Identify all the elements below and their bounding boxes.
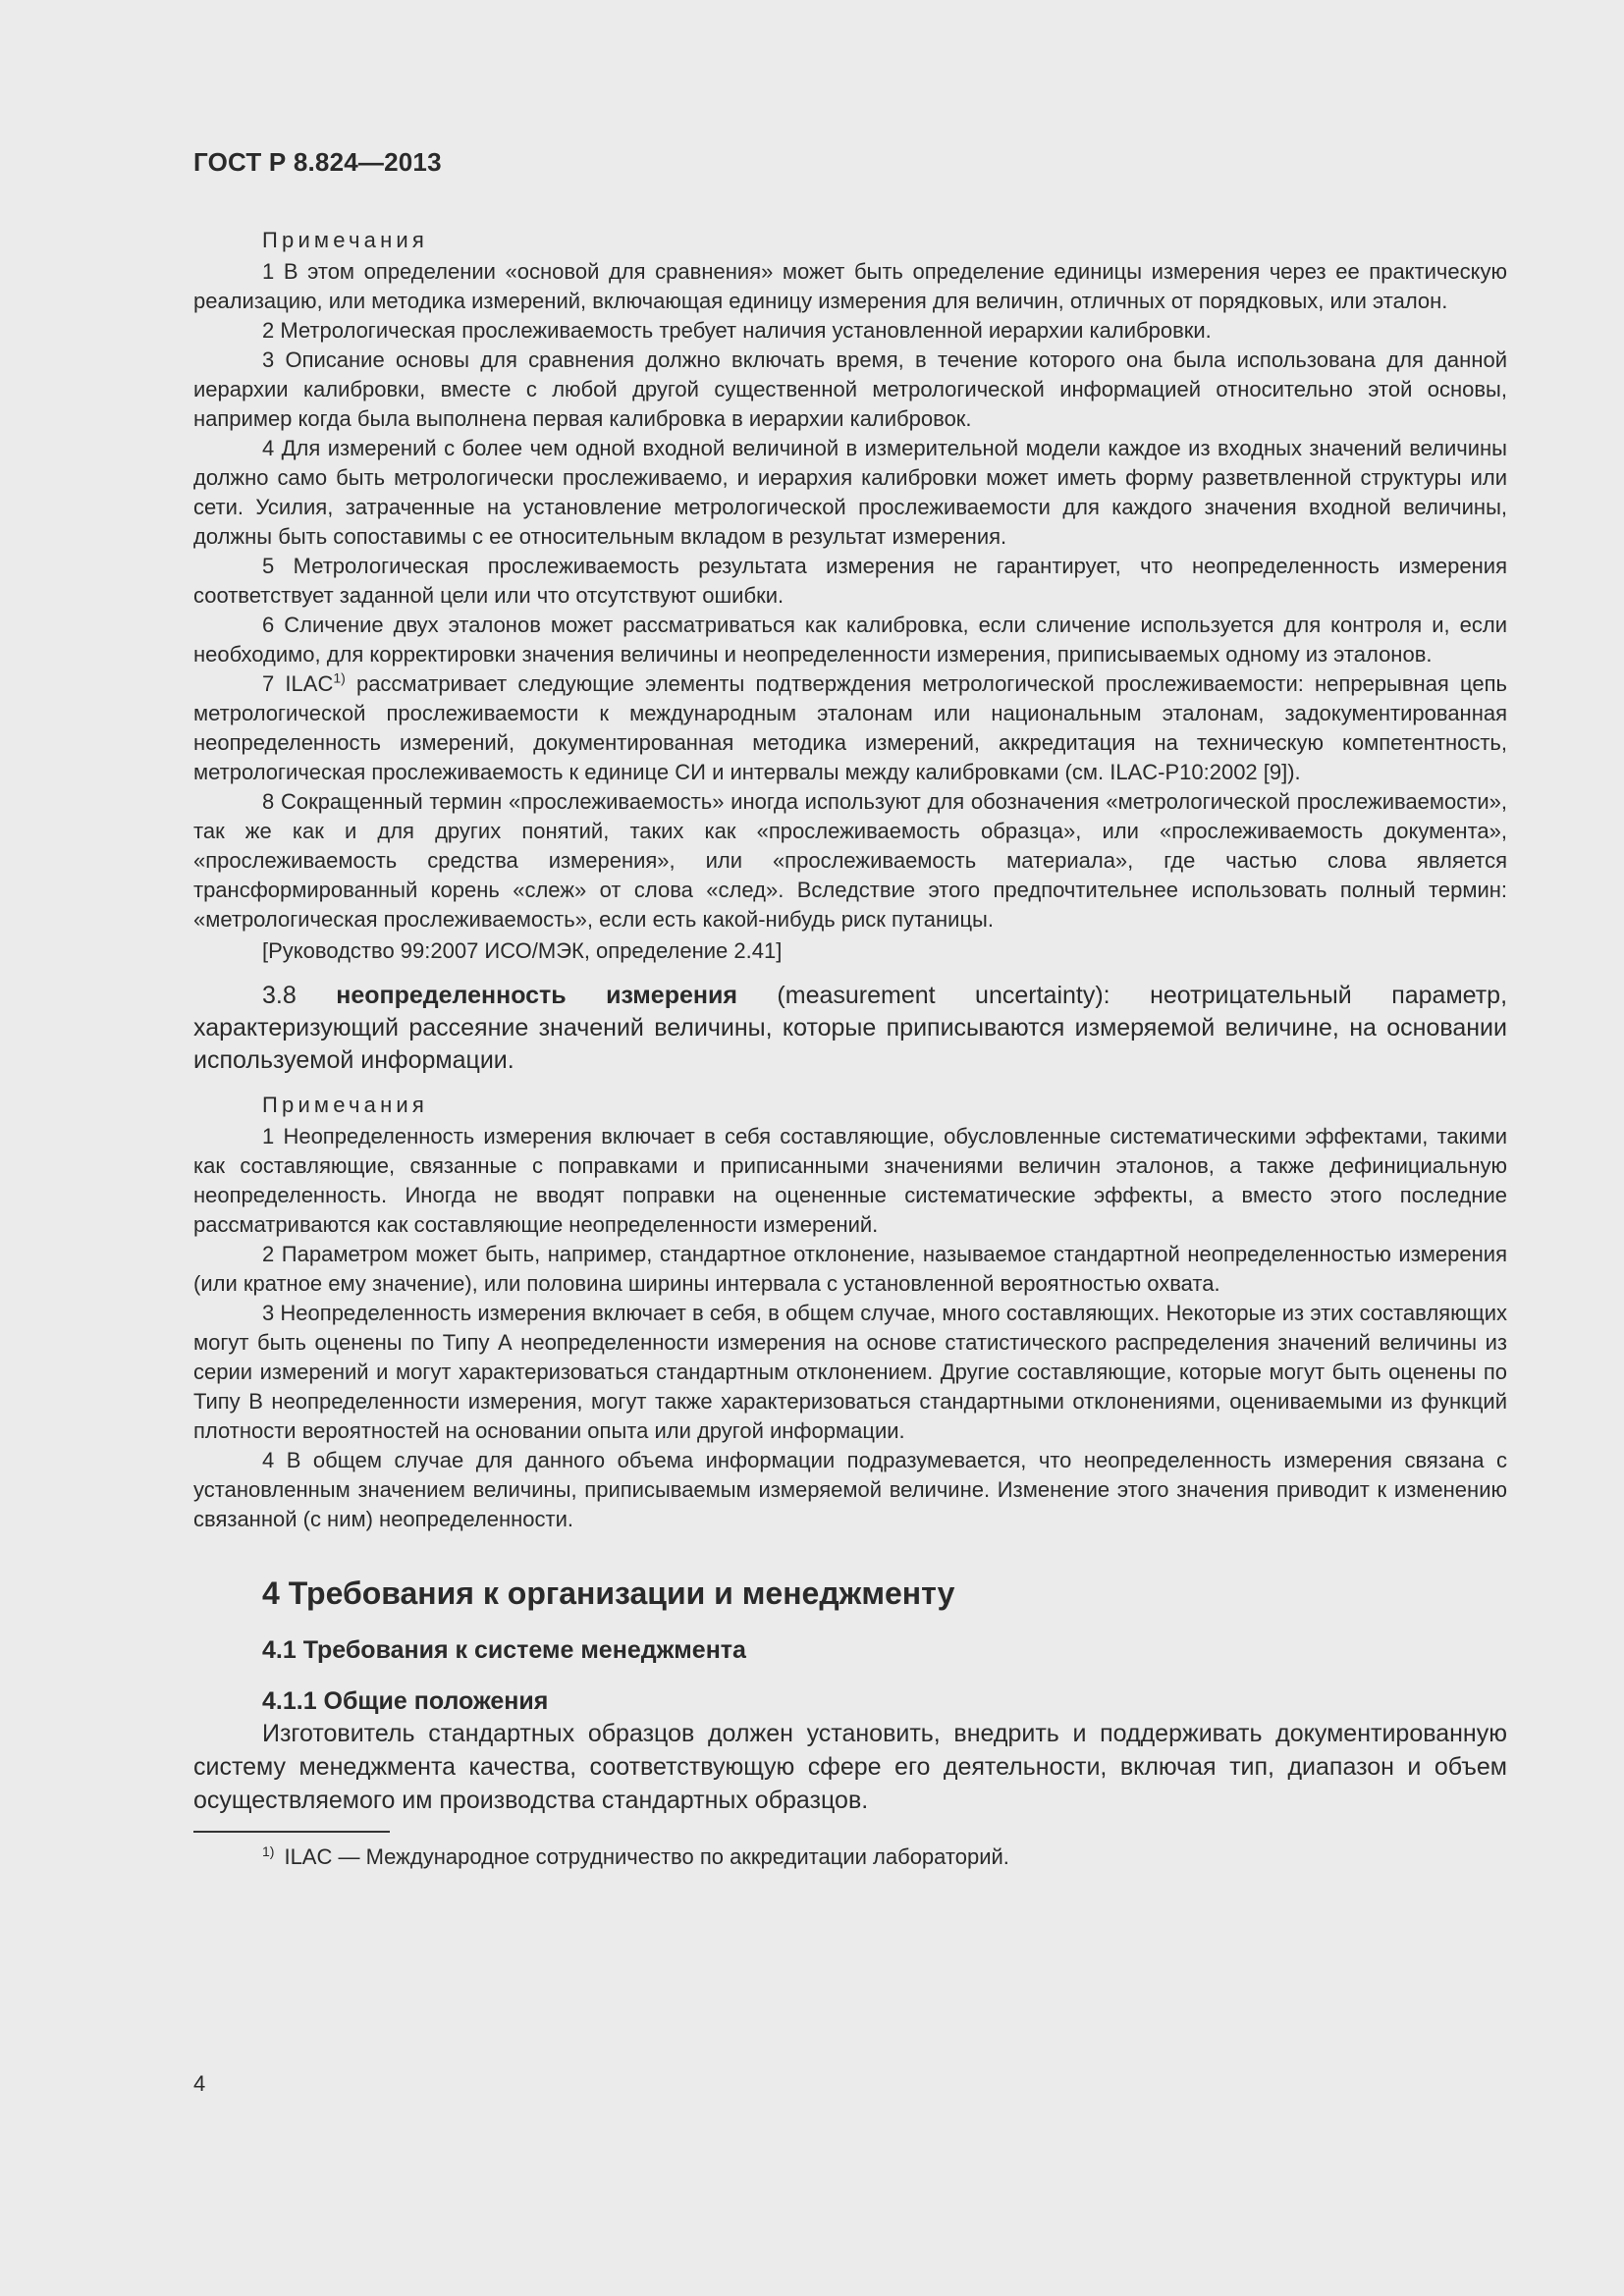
subsubsection-heading: 4.1.1 Общие положения	[262, 1687, 549, 1715]
note-item: 3 Неопределенность измерения включает в себя, в общем случае, много составляющих. Некоторые из этих составляющих могут быть оценены по Типу А неопределенности измерения на основе статистического распределения значений величины из серии измерений и могут характеризоваться стандартным отклонением. Другие составляющие, которые могут быть оценены по Типу В неопределенности измерения, могут также характеризоваться стандартными отклонениями, оцениваемыми из функций плотности вероятностей на основании опыта или другой информации.	[193, 1301, 1507, 1443]
footnote-divider	[193, 1831, 390, 1833]
note-item-7-start: 7 ILAC	[262, 671, 334, 696]
footnote-ref: 1)	[333, 669, 346, 686]
term-number: 3.8	[262, 982, 337, 1009]
note-item: 3 Описание основы для сравнения должно включать время, в течение которого она была использована для данной иерархии калибровки, вместе с любой другой существенной метрологической информацией относительно этой основы, например когда была выполнена первая калибровка в иерархии калибровок.	[193, 347, 1507, 431]
body-paragraph: Изготовитель стандартных образцов должен установить, внедрить и поддерживать документированную систему менеджмента качества, соответствующую сфере его деятельности, включая тип, диапазон и объем осуществляемого им производства стандартных образцов.	[193, 1720, 1507, 1814]
footnote-text: ILAC — Международное сотрудничество по аккредитации лабораторий.	[284, 1844, 1009, 1869]
footnote	[262, 1842, 1507, 1872]
document-id: ГОСТ Р 8.824—2013	[193, 147, 442, 177]
section-heading: 4 Требования к организации и менеджменту	[262, 1575, 955, 1611]
note-item: 5 Метрологическая прослеживаемость результата измерения не гарантирует, что неопределенность измерения соответствует заданной цели или что отсутствуют ошибки.	[193, 554, 1507, 608]
term-definition	[193, 980, 1507, 1077]
note-item: 6 Сличение двух эталонов может рассматриваться как калибровка, если сличение используется для контроля и, если необходимо, для корректировки значения величины и неопределенности измерения, приписываемых одному из эталонов.	[193, 613, 1507, 667]
note-item-7	[193, 669, 1507, 787]
page-content	[193, 226, 1507, 1872]
note-item: 8 Сокращенный термин «прослеживаемость» иногда используют для обозначения «метрологической прослеживаемости», так же как и для других понятий, таких как «прослеживаемость образца», или «прослеживаемость документа», «прослеживаемость средства измерения», или «прослеживаемость материала», где частью слова является трансформированный корень «слеж» от слова «след». Вследствие этого предпочтительнее использовать полный термин: «метрологическая прослеживаемость», если есть какой-нибудь риск путаницы.	[193, 789, 1507, 932]
notes-title: Примечания	[262, 1093, 429, 1117]
note-item: 4 В общем случае для данного объема информации подразумевается, что неопределенность измерения связана с установленным значением величины, приписываемым измеряемой величине. Изменение этого значения приводит к изменению связанной (с ним) неопределенности.	[193, 1448, 1507, 1531]
note-item: 2 Параметром может быть, например, стандартное отклонение, называемое стандартной неопределенностью измерения (или кратное ему значение), или половина ширины интервала с установленной вероятностью охвата.	[193, 1242, 1507, 1296]
note-item: 2 Метрологическая прослеживаемость требует наличия установленной иерархии калибровки.	[262, 318, 1212, 343]
note-item: 1 Неопределенность измерения включает в себя составляющие, обусловленные систематическими эффектами, такими как составляющие, связанные с поправками и приписанными значениями величин эталонов, а также дефинициальную неопределенность. Иногда не вводят поправки на оцененные систематические эффекты, а вместо этого последние рассматриваются как составляющие неопределенности измерений.	[193, 1124, 1507, 1237]
term-name: неопределенность измерения	[336, 982, 737, 1009]
note-item: 1 В этом определении «основой для сравнения» может быть определение единицы измерения через ее практическую реализацию, или методика измерений, включающая единицу измерения для величин, отличных от порядковых, или эталон.	[193, 259, 1507, 313]
footnote-marker: 1)	[262, 1842, 275, 1859]
note-item: 4 Для измерений с более чем одной входной величиной в измерительной модели каждое из входных значений величины должно само быть метрологически прослеживаемо, и иерархия калибровки может иметь форму разветвленной структуры или сети. Усилия, затраченные на установление метрологической прослеживаемости для каждого значения входной величины, должны быть сопоставимы с ее относительным вкладом в результат измерения.	[193, 436, 1507, 549]
citation: [Руководство 99:2007 ИСО/МЭК, определение 2.41]	[262, 938, 783, 963]
note-item-7-rest: рассматривает следующие элементы подтверждения метрологической прослеживаемости: непрерывная цепь метрологической прослеживаемости к международным эталонам или национальным эталонам, задокументированная неопределенность измерений, документированная методика измерений, аккредитация на техническую компетентность, метрологическая прослеживаемость к единице СИ и интервалы между калибровками (см. ILAC-P10:2002 [9]).	[193, 671, 1507, 784]
notes-title: Примечания	[262, 228, 429, 252]
subsection-heading: 4.1 Требования к системе менеджмента	[262, 1636, 746, 1664]
term-text: (measurement uncertainty): неотрицательный параметр, характеризующий рассеяние значений величины, которые приписываются измеряемой величине, на основании используемой информации.	[193, 982, 1508, 1074]
page-number: 4	[193, 2071, 206, 2096]
